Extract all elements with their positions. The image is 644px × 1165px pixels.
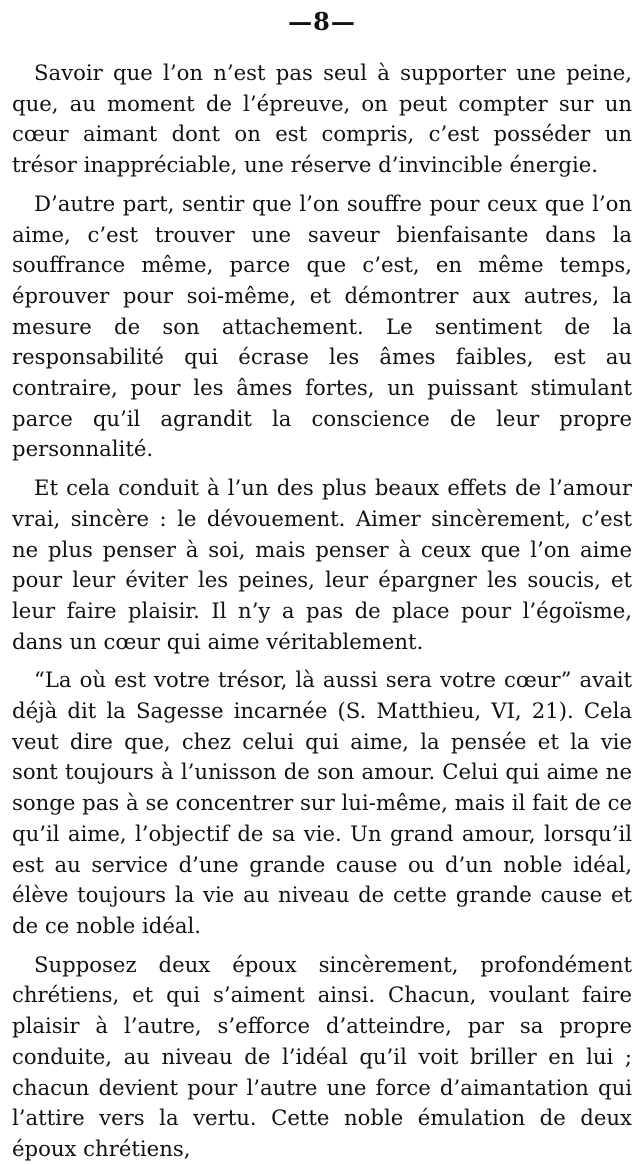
paragraph-5: Supposez deux époux sincèrement, profondément chrétiens, et qui s’aiment ainsi. Chacun, voulant faire plaisir à l’autre, s’efforce d’atteindre, par sa propre conduite, au niveau de l’idéal qu’il voit briller en lui ; chacun devient pour l’autre une force d’aimantation qui l’attire vers la vertu. Cette noble émulation de deux époux chrétiens, <box>12 951 632 1161</box>
page-number: —8— <box>288 7 356 36</box>
paragraph-4: “La où est votre trésor, là aussi sera votre cœur” avait déjà dit la Sagesse incarnée (S. Matthieu, VI, 21). Cela veut dire que, chez celui qui aime, la pensée et la vie sont toujours à l’unisson de son amour. Celui qui aime ne songe pas à se concentrer sur lui-même, mais il fait de ce qu’il aime, l’objectif de sa vie. Un grand amour, lorsqu’il est au service d’une grande cause ou d’un noble idéal, élève toujours la vie au niveau de cette grande cause et de ce noble idéal. <box>12 667 632 938</box>
paragraph-1: Savoir que l’on n’est pas seul à supporter une peine, que, au moment de l’épreuve, on peut compter sur un cœur aimant dont on est compris, c’est posséder un trésor inappréciable, une réserve d’invincible énergie. <box>12 60 632 178</box>
paragraph-3: Et cela conduit à l’un des plus beaux effets de l’amour vrai, sincère : le dévouement. Aimer sincèrement, c’est ne plus penser à soi, mais penser à ceux que l’on aime pour leur éviter les peines, leur épargner les soucis, et leur faire plaisir. Il n’y a pas de place pour l’égoïsme, dans un cœur qui aime véritablement. <box>12 475 632 654</box>
paragraph-2: D’autre part, sentir que l’on souffre pour ceux que l’on aime, c’est trouver une saveur bienfaisante dans la souffrance même, parce que c’est, en même temps, éprouver pour soi-même, et démontrer aux autres, la mesure de son attachement. Le sentiment de la responsabilité qui écrase les âmes faibles, est au contraire, pour les âmes fortes, un puissant stimulant parce qu’il agrandit la conscience de leur propre personnalité. <box>12 190 632 462</box>
